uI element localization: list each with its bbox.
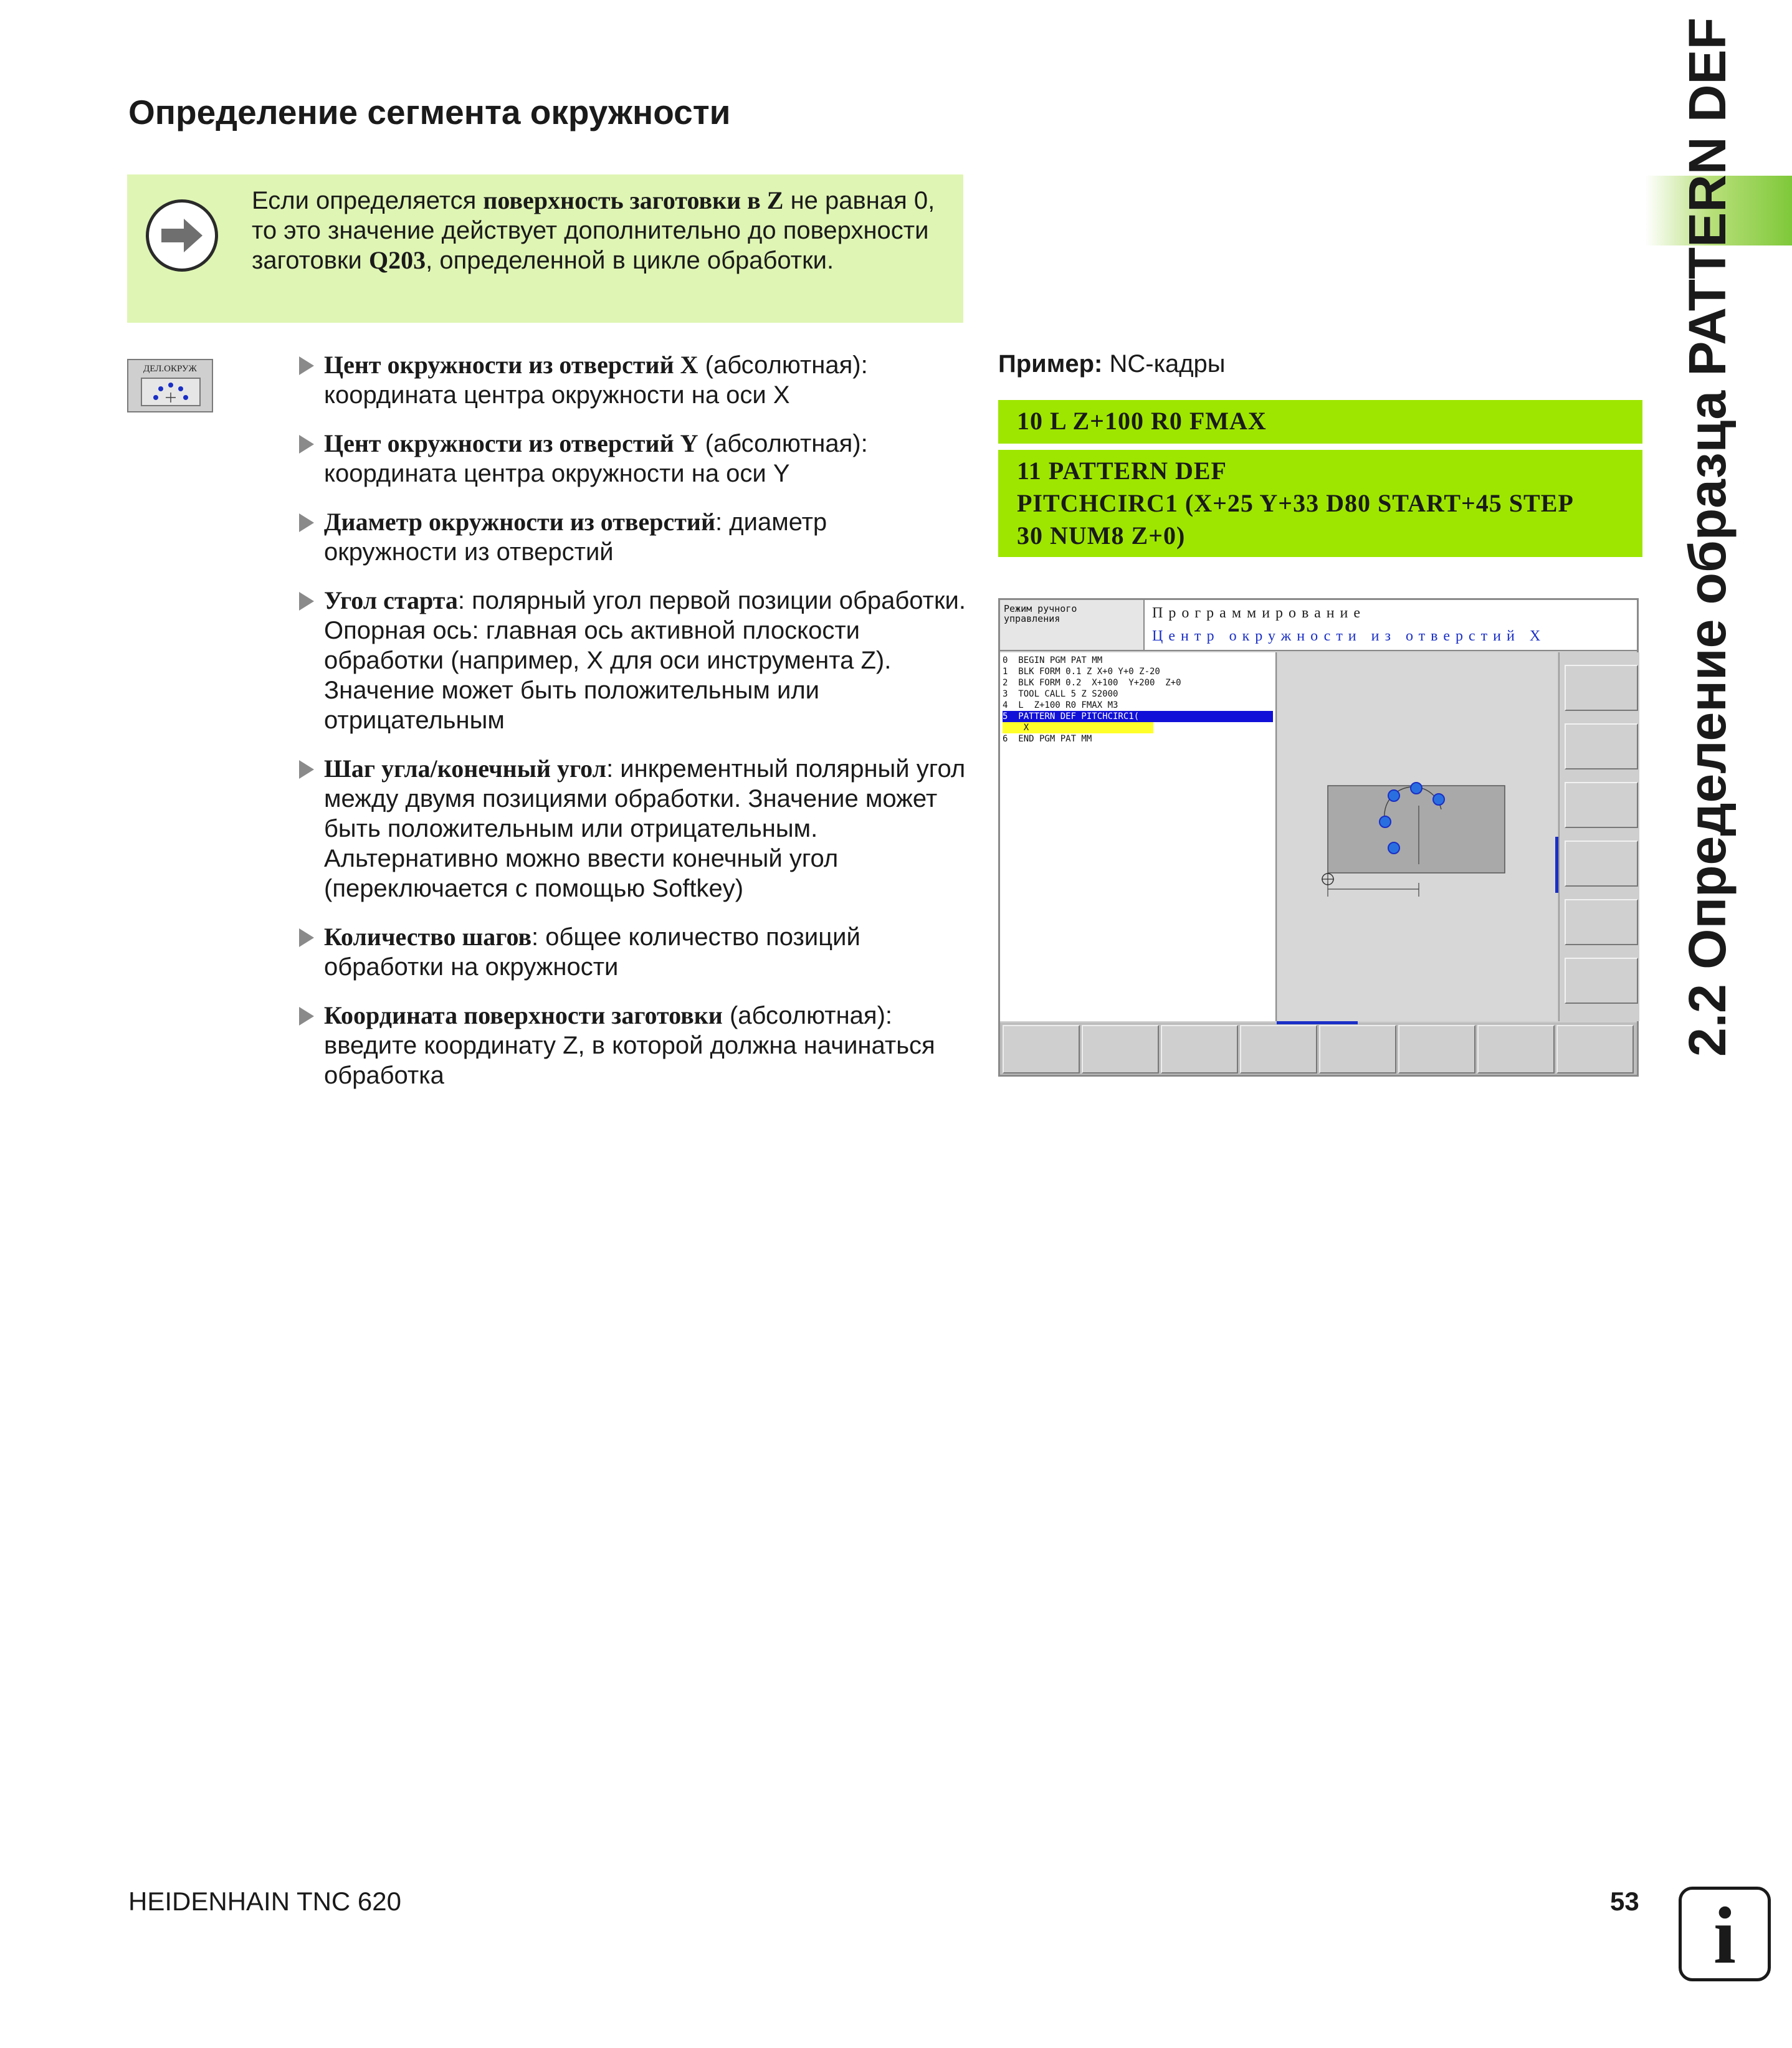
side-chapter-title: 2.2 Определение образца PATTERN DEF (1678, 17, 1737, 1057)
tnc-screen (998, 598, 1639, 1077)
param-center-y: Цент окружности из отверстий Y (абсолютная): координата центра окружности на оси Y (299, 429, 966, 488)
horizontal-softkey[interactable] (1240, 1025, 1317, 1074)
header-mode: Программирование (1152, 605, 1366, 621)
horizontal-softkey[interactable] (1161, 1025, 1238, 1074)
section-heading: Определение сегмента окружности (128, 93, 731, 131)
program-listing (1000, 652, 1277, 1021)
header-prompt: Центр окружности из отверстий X (1152, 628, 1547, 644)
bullet-triangle-icon (299, 1007, 314, 1026)
vertical-softkey[interactable] (1565, 899, 1638, 945)
horizontal-softkey[interactable] (1477, 1025, 1555, 1074)
param-diameter: Диаметр окружности из отверстий: диаметр окружности из отверстий (299, 507, 966, 567)
horizontal-softkey-bar (1000, 1022, 1637, 1075)
parameter-list (299, 350, 966, 1109)
info-icon: i (1679, 1887, 1771, 1981)
note-box (127, 174, 963, 323)
graphics-window (1278, 652, 1557, 1021)
program-line: 1 BLK FORM 0.1 Z X+0 Y+0 Z-20 (1003, 667, 1160, 677)
horizontal-softkey[interactable] (1082, 1025, 1159, 1074)
vertical-softkey[interactable] (1565, 665, 1638, 711)
program-line: 4 L Z+100 R0 FMAX M3 (1003, 700, 1118, 710)
param-center-x: Цент окружности из отверстий X (абсолютная): координата центра окружности на оси X (299, 350, 966, 410)
bullet-triangle-icon (299, 356, 314, 375)
param-start-angle: Угол старта: полярный угол первой позиции обработки. Опорная ось: главная ось активной плоскости обработки (например, X для оси инструмента Z). Значение может быть положительным или отрицательным (299, 586, 966, 735)
bullet-triangle-icon (299, 760, 314, 779)
vertical-softkey[interactable] (1565, 841, 1638, 887)
bullet-triangle-icon (299, 592, 314, 611)
bullet-triangle-icon (299, 928, 314, 947)
nc-block-10: 10 L Z+100 R0 FMAX (998, 400, 1642, 444)
bullet-triangle-icon (299, 513, 314, 532)
arrow-right-icon (146, 199, 218, 272)
page-number: 53 (1610, 1887, 1639, 1916)
example-title: Пример: NC-кадры (998, 350, 1226, 378)
screen-header (1145, 600, 1637, 651)
vertical-softkey[interactable] (1565, 958, 1638, 1004)
horizontal-softkey[interactable] (1556, 1025, 1634, 1074)
softkey-level-indicator (1277, 1021, 1358, 1024)
program-line: 0 BEGIN PGM PAT MM (1003, 655, 1103, 665)
note-text: Если определяется поверхность заготовки в Z не равная 0, то это значение действует дополнительно до поверхности заготовки Q203, определенной в цикле обработки. (252, 186, 935, 274)
pitch-circle-softkey (127, 359, 213, 412)
vertical-softkey[interactable] (1565, 723, 1638, 769)
footer-product: HEIDENHAIN TNC 620 (128, 1887, 402, 1916)
program-line: 6 END PGM PAT MM (1003, 734, 1092, 744)
param-step-angle: Шаг угла/конечный угол: инкрементный полярный угол между двумя позициями обработки. Значение может быть положительным или отрицательным. Альтернативно можно ввести конечный угол (переключается с помощью Softkey) (299, 754, 966, 903)
vertical-softkey-bar (1558, 652, 1639, 1021)
program-line-selected: 5 PATTERN DEF PITCHCIRC1( (1003, 711, 1273, 722)
program-line: 3 TOOL CALL 5 Z S2000 (1003, 689, 1118, 699)
pitch-circle-icon (141, 378, 201, 406)
horizontal-softkey[interactable] (1398, 1025, 1475, 1074)
program-line-edit: X (1003, 722, 1170, 733)
softkey-label: ДЕЛ.ОКРУЖ (143, 364, 197, 374)
vertical-softkey[interactable] (1565, 782, 1638, 828)
horizontal-softkey[interactable] (1003, 1025, 1080, 1074)
param-num-steps: Количество шагов: общее количество позиций обработки на окружности (299, 922, 966, 982)
bullet-triangle-icon (299, 435, 314, 454)
horizontal-softkey[interactable] (1319, 1025, 1396, 1074)
nc-block-11: 11 PATTERN DEF PITCHCIRC1 (X+25 Y+33 D80 START+45 STEP 30 NUM8 Z+0) (998, 450, 1642, 557)
mode-label: Режим ручного управления (1000, 600, 1145, 651)
program-line: 2 BLK FORM 0.2 X+100 Y+200 Z+0 (1003, 678, 1181, 688)
param-surface-z: Координата поверхности заготовки (абсолютная): введите координату Z, в которой должна начинаться обработка (299, 1001, 966, 1090)
